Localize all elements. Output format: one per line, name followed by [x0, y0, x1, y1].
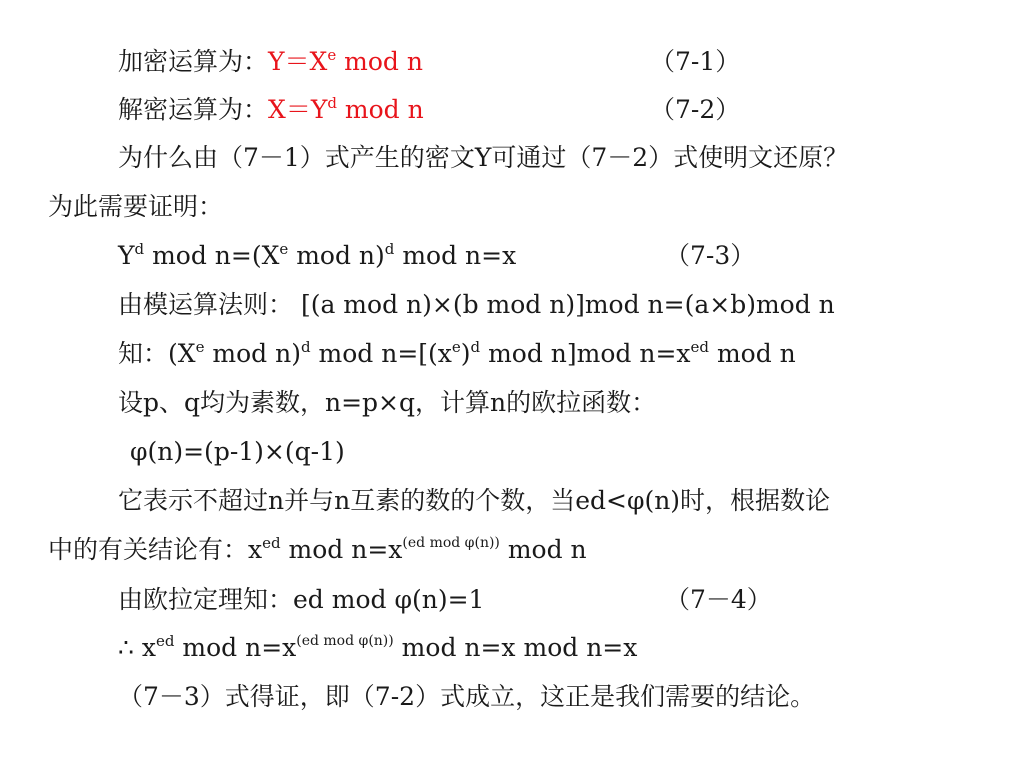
euler-function-line: φ(n)=(p-1)×(q-1)	[130, 437, 345, 466]
nt-part-c: mod n	[499, 535, 587, 564]
encryption-formula-base: Y＝X	[268, 47, 328, 76]
nt-sup-1: ed	[262, 534, 281, 552]
deriv-part-a: 知：(X	[118, 339, 196, 368]
deriv-part-c: mod n=[(x	[310, 339, 452, 368]
eq3-sup-1: d	[134, 240, 145, 258]
euler-theorem-line: 由欧拉定理知：ed mod φ(n)=1	[118, 585, 485, 614]
decryption-formula-mod: mod n	[336, 95, 424, 124]
therefore-line	[118, 628, 637, 668]
nt-part-a: 中的有关结论有：x	[48, 535, 263, 564]
therefore-part-a: ∴ x	[118, 633, 156, 662]
eq3-sup-3: d	[384, 240, 395, 258]
deriv-part-b: mod n)	[204, 339, 301, 368]
encryption-formula-mod: mod n	[336, 47, 423, 76]
deriv-sup-5: ed	[690, 338, 710, 356]
deriv-part-f: mod n	[709, 339, 796, 368]
encryption-line	[118, 42, 423, 82]
equation-tag-7-4: （7－4）	[665, 585, 772, 614]
conclusion-line: （7－3）式得证，即（7-2）式成立，这正是我们需要的结论。	[118, 682, 816, 711]
therefore-part-b: mod n=x	[174, 633, 297, 662]
question-line: 为什么由（7－1）式产生的密文Y可通过（7－2）式使明文还原？	[118, 143, 849, 172]
deriv-sup-1: e	[195, 338, 205, 356]
number-theory-line	[48, 530, 587, 570]
derivation-line	[118, 334, 796, 374]
decryption-formula	[268, 95, 424, 124]
deriv-sup-4: d	[470, 338, 481, 356]
eq3-part-b: mod n=(X	[144, 241, 280, 270]
equation-tag-7-3: （7-3）	[665, 241, 756, 270]
mod-rule-line: 由模运算法则： [(a mod n)×(b mod n)]mod n=(a×b)mod n	[118, 290, 835, 319]
encryption-formula	[268, 47, 423, 76]
deriv-sup-2: d	[300, 338, 311, 356]
decryption-formula-base: X＝Y	[268, 95, 328, 124]
decryption-exponent: d	[327, 94, 337, 112]
proof-equation-7-3	[118, 236, 516, 276]
eq3-part-d: mod n=x	[394, 241, 517, 270]
nt-sup-2: (ed mod φ(n))	[402, 535, 500, 551]
encryption-label: 加密运算为：	[118, 47, 269, 76]
decryption-label: 解密运算为：	[118, 95, 269, 124]
eq3-part-a: Y	[118, 241, 135, 270]
therefore-sup-1: ed	[155, 632, 175, 650]
equation-tag-7-1: （7-1）	[650, 47, 741, 76]
coprime-explanation-line: 它表示不超过n并与n互素的数的个数，当ed<φ(n)时，根据数论	[118, 486, 831, 515]
nt-part-b: mod n=x	[280, 535, 403, 564]
eq3-sup-2: e	[279, 240, 289, 258]
proof-intro-line: 为此需要证明：	[48, 192, 224, 221]
equation-tag-7-2: （7-2）	[650, 95, 741, 124]
deriv-part-d: )	[460, 339, 471, 368]
deriv-part-e: mod n]mod n=x	[480, 339, 691, 368]
therefore-part-c: mod n=x mod n=x	[393, 633, 638, 662]
deriv-sup-3: e	[451, 338, 461, 356]
therefore-sup-2: (ed mod φ(n))	[296, 633, 394, 649]
encryption-exponent: e	[327, 46, 337, 64]
decryption-line	[118, 90, 424, 130]
euler-intro-line: 设p、q均为素数，n=p×q，计算n的欧拉函数：	[118, 388, 657, 417]
eq3-part-c: mod n)	[288, 241, 385, 270]
